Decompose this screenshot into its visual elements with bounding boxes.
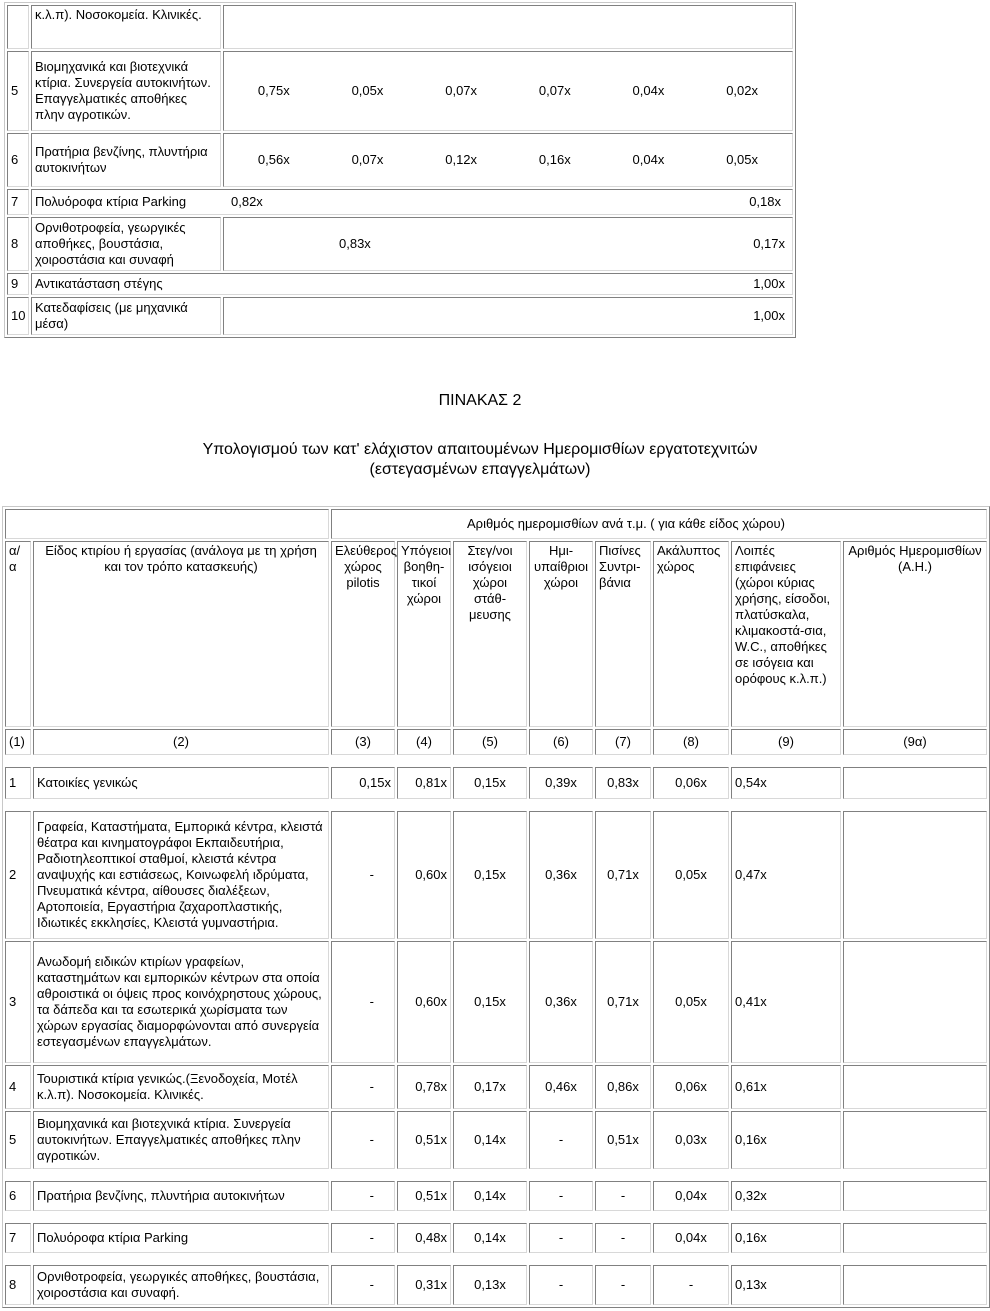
value: 0,51x	[595, 1111, 651, 1169]
value: -	[529, 1265, 593, 1305]
empty-cell	[5, 509, 329, 539]
row-number: 8	[7, 217, 29, 271]
value: 0,12x	[445, 152, 478, 167]
column-number: (9α)	[843, 729, 987, 755]
value: 0,05x	[726, 152, 759, 167]
value: 0,07x	[351, 152, 384, 167]
value: -	[331, 1181, 395, 1211]
column-number: (3)	[331, 729, 395, 755]
value: 0,71x	[595, 941, 651, 1063]
empty-cell	[843, 767, 987, 799]
value: -	[331, 1223, 395, 1253]
value: 0,71x	[595, 811, 651, 939]
table-row	[7, 5, 793, 49]
values-cell	[223, 217, 793, 271]
value: 0,39x	[529, 767, 593, 799]
column-header: Λοιπές επιφάνειες (χώροι κύριας χρήσης, είσοδοι, πλατύσκαλα, κλιμακοστά-σια, W.C., αποθήκες σε ισόγεια και ορόφους κ.λ.π.)	[731, 541, 841, 727]
building-type: Βιομηχανικά και βιοτεχνικά κτίρια. Συνεργεία αυτοκινήτων. Επαγγελματικές αποθήκες πλην αγροτικών.	[31, 51, 221, 131]
column-header: Αριθμός Ημερομισθίων (Α.Η.)	[843, 541, 987, 727]
value: -	[595, 1223, 651, 1253]
value: 0,51x	[397, 1111, 451, 1169]
table-row	[5, 811, 987, 939]
header-row	[5, 541, 987, 727]
value: 0,05x	[653, 941, 729, 1063]
value: 0,54x	[731, 767, 841, 799]
section-title: ΠΙΝΑΚΑΣ 2	[438, 392, 522, 409]
row-number: 5	[7, 51, 29, 131]
column-header: Είδος κτιρίου ή εργασίας (ανάλογα με τη χρήση και τον τρόπο κατασκευής)	[33, 541, 329, 727]
value: 0,13x	[453, 1265, 527, 1305]
subtitle-line: Υπολογισμού των κατ' ελάχιστον απαιτουμένων Ημερομισθίων εργατοτεχνιτών	[202, 441, 758, 458]
table-row	[5, 1265, 987, 1305]
value: 0,07x	[538, 83, 571, 98]
table-2	[2, 506, 990, 1308]
value: 0,81x	[397, 767, 451, 799]
column-number: (6)	[529, 729, 593, 755]
column-number-row	[5, 729, 987, 755]
building-type: κ.λ.π). Νοσοκομεία. Κλινικές.	[31, 5, 221, 49]
value: 0,16x	[538, 152, 571, 167]
table-row	[7, 133, 793, 187]
building-type: Πρατήρια βενζίνης, πλυντήρια αυτοκινήτων	[33, 1181, 329, 1211]
row-number: 6	[7, 133, 29, 187]
value: 0,48x	[397, 1223, 451, 1253]
building-type: Ορνιθοτροφεία, γεωργικές αποθήκες, βουστάσια, χοιροστάσια και συναφή	[31, 217, 221, 271]
value: 0,82x	[231, 194, 263, 209]
column-header: Στεγ/νοι ισόγειοι χώροι στάθ-μευσης	[453, 541, 527, 727]
value: 0,60x	[397, 941, 451, 1063]
building-type: Ορνιθοτροφεία, γεωργικές αποθήκες, βουστάσια, χοιροστάσια και συναφή.	[33, 1265, 329, 1305]
value: 0,78x	[397, 1065, 451, 1109]
value: 0,17x	[753, 236, 785, 251]
column-header: α/α	[5, 541, 31, 727]
column-number: (8)	[653, 729, 729, 755]
empty-cell	[843, 1065, 987, 1109]
building-type: Πολυόροφα κτίρια Parking	[35, 194, 187, 209]
building-type: Πρατήρια βενζίνης, πλυντήρια αυτοκινήτων	[31, 133, 221, 187]
value: 0,04x	[653, 1223, 729, 1253]
row-number: 8	[5, 1265, 31, 1305]
column-header: Ακάλυπτος χώρος	[653, 541, 729, 727]
value: 1,00x	[753, 308, 785, 323]
empty-cell	[843, 1181, 987, 1211]
table-row	[5, 1223, 987, 1253]
row-number	[7, 5, 29, 49]
value: 0,41x	[731, 941, 841, 1063]
building-type: Κατεδαφίσεις (με μηχανικά μέσα)	[31, 297, 221, 335]
column-number: (5)	[453, 729, 527, 755]
value: -	[595, 1181, 651, 1211]
value: 0,15x	[453, 811, 527, 939]
row-number: 7	[7, 189, 29, 215]
value: -	[595, 1265, 651, 1305]
table-row	[7, 189, 793, 215]
value: 0,61x	[731, 1065, 841, 1109]
column-number: (9)	[731, 729, 841, 755]
building-type: Πολυόροφα κτίρια Parking	[33, 1223, 329, 1253]
value: -	[529, 1223, 593, 1253]
value: -	[331, 1111, 395, 1169]
value: 0,14x	[453, 1223, 527, 1253]
value: 0,32x	[731, 1181, 841, 1211]
building-type: Γραφεία, Καταστήματα, Εμπορικά κέντρα, κλειστά θέατρα και κινηματογράφοι Εκπαιδευτήρια, Ραδιοτηλεοπτικοί σταθμοί, κλειστά κέντρα αναψυχής και εστιάσεως, Κοινωφελή ιδρύματα, Πνευματικά κέντρα, αίθουσες διαλέξεων, Αρτοποιεία, Εργαστήρια ζαχαροπλαστικής, Ιδιωτικές εκκλησίες, Κλειστά γυμναστήρια.	[33, 811, 329, 939]
value: 0,46x	[529, 1065, 593, 1109]
value: 0,06x	[653, 1065, 729, 1109]
value: 0,02x	[726, 83, 759, 98]
value: 0,14x	[453, 1111, 527, 1169]
column-number: (4)	[397, 729, 451, 755]
values-cell	[223, 5, 793, 49]
value: 0,36x	[529, 811, 593, 939]
column-header: Ημι-υπαίθριοι χώροι	[529, 541, 593, 727]
values-cell	[223, 133, 793, 187]
table-row	[5, 1181, 987, 1211]
value: 1,00x	[753, 276, 785, 291]
value: 0,17x	[453, 1065, 527, 1109]
group-header-row	[5, 509, 987, 539]
values-cell	[223, 51, 793, 131]
value: 0,13x	[731, 1265, 841, 1305]
value: 0,04x	[632, 83, 665, 98]
value: 0,36x	[529, 941, 593, 1063]
column-number: (1)	[5, 729, 31, 755]
value: 0,31x	[397, 1265, 451, 1305]
value: -	[529, 1181, 593, 1211]
section-subtitle	[0, 440, 960, 480]
building-type: Τουριστικά κτίρια γενικώς.(Ξενοδοχεία, Μοτέλ κ.λ.π). Νοσοκομεία. Κλινικές.	[33, 1065, 329, 1109]
column-number: (2)	[33, 729, 329, 755]
table-row	[7, 217, 793, 271]
building-type-row	[31, 273, 793, 295]
value: 0,83x	[339, 236, 371, 251]
column-number: (7)	[595, 729, 651, 755]
value: 0,07x	[445, 83, 478, 98]
value: -	[331, 1265, 395, 1305]
row-number: 2	[5, 811, 31, 939]
value: -	[529, 1111, 593, 1169]
value: -	[653, 1265, 729, 1305]
value: 0,04x	[632, 152, 665, 167]
column-header: Υπόγειοι βοηθη-τικοί χώροι	[397, 541, 451, 727]
value: 0,51x	[397, 1181, 451, 1211]
column-header: Ελεύθερος χώρος pilotis	[331, 541, 395, 727]
table-row	[7, 273, 793, 295]
value: 0,83x	[595, 767, 651, 799]
empty-cell	[843, 1111, 987, 1169]
group-header: Αριθμός ημερομισθίων ανά τ.μ. ( για κάθε είδος χώρου)	[331, 509, 987, 539]
value: 0,47x	[731, 811, 841, 939]
row-number: 9	[7, 273, 29, 295]
building-type: Αντικατάσταση στέγης	[35, 276, 163, 291]
empty-cell	[843, 1223, 987, 1253]
empty-cell	[843, 1265, 987, 1305]
column-header: Πισίνες Συντρι-βάνια	[595, 541, 651, 727]
value: 0,60x	[397, 811, 451, 939]
value: 0,05x	[653, 811, 729, 939]
value: 0,15x	[453, 767, 527, 799]
empty-cell	[843, 811, 987, 939]
value: 0,18x	[749, 194, 781, 209]
row-number: 3	[5, 941, 31, 1063]
value: 0,75x	[257, 83, 290, 98]
row-number: 4	[5, 1065, 31, 1109]
value: -	[331, 941, 395, 1063]
row-number: 10	[7, 297, 29, 335]
building-type-row	[31, 189, 793, 215]
table-row	[5, 1111, 987, 1169]
table-row	[5, 1065, 987, 1109]
value: 0,86x	[595, 1065, 651, 1109]
value: 0,15x	[453, 941, 527, 1063]
building-type: Ανωδομή ειδικών κτιρίων γραφείων, καταστημάτων και εμπορικών κέντρων στα οποία αθροιστικά οι όψεις προς κοινόχρηστους χώρους, τα δάπεδα και τα εσωτερικά χωρίσματα των χώρων εργασίας διαμορφώνονται από συνεργεία εστεγασμένων επαγγελμάτων.	[33, 941, 329, 1063]
building-type: Βιομηχανικά και βιοτεχνικά κτίρια. Συνεργεία αυτοκινήτων. Επαγγελματικές αποθήκες πλην αγροτικών.	[33, 1111, 329, 1169]
row-number: 5	[5, 1111, 31, 1169]
value: 0,16x	[731, 1223, 841, 1253]
building-type: Κατοικίες γενικώς	[33, 767, 329, 799]
table-row	[7, 297, 793, 335]
empty-cell	[843, 941, 987, 1063]
value: 0,03x	[653, 1111, 729, 1169]
value: 0,04x	[653, 1181, 729, 1211]
value: -	[331, 811, 395, 939]
row-number: 1	[5, 767, 31, 799]
row-number: 6	[5, 1181, 31, 1211]
subtitle-line: (εστεγασμένων επαγγελμάτων)	[369, 461, 591, 478]
table-row	[7, 51, 793, 131]
value: 0,16x	[731, 1111, 841, 1169]
value: -	[331, 1065, 395, 1109]
value: 0,06x	[653, 767, 729, 799]
value: 0,14x	[453, 1181, 527, 1211]
table-1	[4, 2, 796, 338]
values-cell	[223, 297, 793, 335]
value: 0,05x	[351, 83, 384, 98]
row-number: 7	[5, 1223, 31, 1253]
table-row	[5, 767, 987, 799]
table-row	[5, 941, 987, 1063]
value: 0,15x	[331, 767, 395, 799]
value: 0,56x	[257, 152, 290, 167]
